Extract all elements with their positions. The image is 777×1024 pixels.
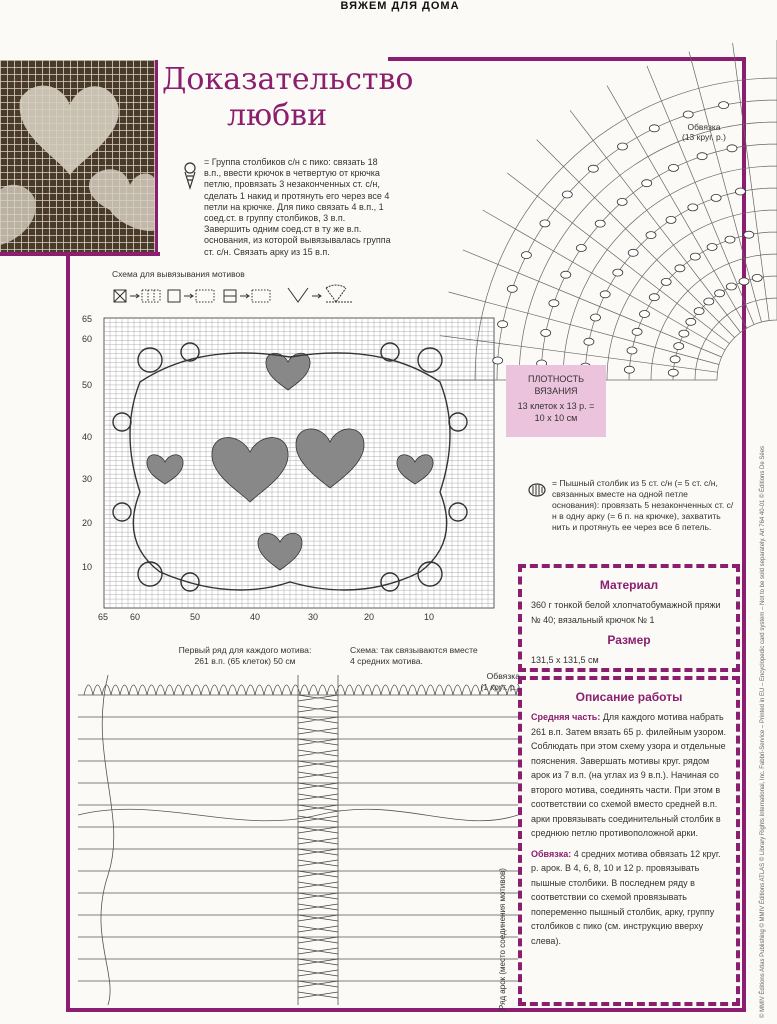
instructions-title: Описание работы — [575, 690, 683, 704]
puff-stitch-mark — [670, 356, 680, 363]
puff-stitch-mark — [666, 216, 676, 223]
size-title: Размер — [607, 633, 651, 647]
scheme-symbols-row — [112, 284, 372, 310]
pico-note-text: = Группа столбиков с/н с пико: связать 18 в.п., ввести крючок в четвертую от крючка петлю, провязать 3 незаконченных ст. с/н, сделать 1 накид и протянуть его через все 4 петли на крючке. Для пико связать 4 в.п., 1 соед.ст. в группу столбиков, 3 в.п. Завершить одним соед.ст в ту же в.п. основания, из которой вывязывалась группа ст. с/н. Связать арку из 15 в.п. — [204, 157, 391, 257]
x-tick-30: 30 — [308, 612, 319, 622]
x-tick-50: 50 — [190, 612, 201, 622]
edge-part-body: 4 средних мотива обвязать 12 круг. р. арок. В 4, 6, 8, 10 и 12 р. провязывать пышные столбики. В последнем ряду в соответствии со схемой провязывать попеременно пышный столбик, арку, группу столбиков с пико (см. инструкцию вверху слева). — [531, 848, 721, 946]
y-tick-30: 30 — [82, 474, 93, 484]
x-tick-60: 60 — [130, 612, 141, 622]
puff-stitch-mark — [498, 321, 508, 328]
material-box — [518, 564, 740, 672]
density-box — [506, 365, 606, 437]
edge-part-title: Обвязка: — [531, 848, 572, 859]
puff-stitch-mark — [715, 290, 725, 297]
puff-stitch-mark — [690, 253, 700, 260]
join-caption — [350, 645, 510, 667]
puff-stitch-mark — [725, 236, 735, 243]
puff-stitch-mark — [588, 165, 598, 172]
y-tick-20: 20 — [82, 518, 93, 528]
puff-stitch-mark — [735, 188, 745, 195]
puff-stitch-mark — [727, 145, 737, 152]
puff-stitch-mark — [661, 278, 671, 285]
y-tick-65: 65 — [82, 314, 93, 324]
edging-fan-diagram — [382, 0, 777, 405]
puff-stitch-mark — [707, 244, 717, 251]
middle-part-title: Средняя часть: — [531, 712, 601, 722]
page-header: ВЯЖЕМ ДЛЯ ДОМА — [340, 0, 460, 12]
puff-stitch-mark — [668, 369, 678, 376]
pico-symbol-icon — [180, 160, 200, 195]
puff-stitch-mark — [704, 298, 714, 305]
puff-stitch-mark — [674, 343, 684, 350]
y-tick-10: 10 — [82, 562, 93, 572]
scheme-caption: Схема для вывязывания мотивов — [112, 269, 245, 279]
puff-stitch-mark — [584, 338, 594, 345]
edging-label — [682, 122, 726, 142]
puff-stitch-mark — [649, 125, 659, 132]
middle-part-body: Для каждого мотива набрать 261 в.п. Затем вязать 65 р. филейным узором. Соблюдать при этом схему узора и отдельные пояснения. Завершать мотивы круг. рядом арок из 7 в.п. (на углах из 9 в.п.). Начиная со второго мотива, соединять части. При этом в соответствии со схемой вместо средней в.п. арки провязывать соединительный столбик в среднюю петлю противоположной арки. — [531, 712, 727, 838]
x-tick-20: 20 — [364, 612, 375, 622]
puff-stitch-mark — [744, 231, 754, 238]
y-tick-60: 60 — [82, 334, 93, 344]
arch-row-caption: Ряд арок (место соединения мотивов) — [498, 868, 507, 1010]
material-text: 360 г тонкой белой хлопчатобумажной пряжи № 40; вязальный крючок № 1 — [531, 600, 721, 625]
puff-stitch-mark — [541, 329, 551, 336]
puff-stitch-mark — [632, 328, 642, 335]
frame-photo-line — [0, 252, 160, 256]
puff-stitch-mark — [688, 204, 698, 211]
puff-stitch-mark — [591, 314, 601, 321]
copyright-text: © MMIV Éditions Atlas Publishing © MMIV Éditions ATLAS © Library Rights International, Inc. Fabbri-Service – Printed in EU – Encyclopedic card system – Not to be sold separately. Art 764 40-01 © Éditions De Sées — [760, 445, 766, 1018]
density-text-2: 10 х 10 см — [534, 413, 578, 423]
x-tick-40: 40 — [250, 612, 261, 622]
puff-stitch-mark — [683, 111, 693, 118]
puff-stitch-mark — [640, 311, 650, 318]
puff-stitch-mark — [561, 271, 571, 278]
puff-stitch-mark — [675, 265, 685, 272]
title-line-2: любви — [226, 98, 328, 133]
puff-stitch-mark — [521, 252, 531, 259]
puff-stitch-mark — [679, 330, 689, 337]
y-tick-40: 40 — [82, 432, 93, 442]
puff-stitch-mark — [507, 285, 517, 292]
lace-photo — [0, 60, 158, 252]
puff-stitch-mark — [686, 318, 696, 325]
edge2-label-line1: Обвязка — [486, 671, 520, 681]
middle-part-text — [522, 704, 736, 841]
puff-stitch-mark — [624, 366, 634, 373]
puff-stitch-mark — [646, 232, 656, 239]
puff-stitch-mark — [628, 249, 638, 256]
frame-left-line — [66, 254, 70, 1012]
puff-stitch-mark — [669, 164, 679, 171]
puff-stitch-mark — [549, 300, 559, 307]
puff-stitch-mark — [719, 102, 729, 109]
instructions-box — [518, 676, 740, 1006]
puff-stitch-mark — [752, 274, 762, 281]
puff-stitch-mark — [562, 191, 572, 198]
puff-stitch-mark — [617, 198, 627, 205]
edging-label-line2: (13 круг. р.) — [682, 132, 726, 142]
edging-label-line1: Обвязка — [687, 122, 721, 132]
puff-stitch-mark — [576, 245, 586, 252]
first-row-caption-line2: 261 в.п. (65 клеток) 50 см — [194, 656, 296, 666]
puff-stitch-mark — [739, 278, 749, 285]
first-row-caption — [160, 645, 330, 667]
density-text-1: 13 клеток х 13 р. = — [517, 401, 595, 411]
puff-stitch-mark — [600, 291, 610, 298]
edge2-label-line2: (1 круг. р.) — [480, 682, 520, 692]
puff-stitch-mark — [642, 180, 652, 187]
x-tick-65: 65 — [98, 612, 109, 622]
edge-part-text — [522, 841, 736, 949]
first-row-caption-line1: Первый ряд для каждого мотива: — [178, 645, 312, 655]
size-text: 131,5 х 131,5 см — [531, 655, 599, 665]
puff-stitch-mark — [694, 308, 704, 315]
title-line-1: Доказательство — [162, 62, 414, 97]
puff-stitch-mark — [627, 347, 637, 354]
join-caption-line1: Схема: так связываются вместе — [350, 645, 478, 655]
puff-stitch-mark — [618, 143, 628, 150]
join-caption-line2: 4 средних мотива. — [350, 656, 423, 666]
puff-stitch-mark — [540, 220, 550, 227]
puff-stitch-mark — [493, 357, 503, 364]
density-title: ПЛОТНОСТЬ ВЯЗАНИЯ — [528, 374, 584, 396]
y-tick-50: 50 — [82, 380, 93, 390]
puff-stitch-mark — [595, 220, 605, 227]
puff-stitch-icon — [527, 480, 547, 505]
puff-stitch-mark — [613, 269, 623, 276]
puff-stitch-mark — [711, 194, 721, 201]
puff-stitch-mark — [697, 153, 707, 160]
page-title — [162, 62, 414, 134]
puff-stitch-mark — [726, 283, 736, 290]
puff-note-text: = Пышный столбик из 5 ст. с/н (= 5 ст. с/н, связанных вместе на одной петле основания): провязать 5 незаконченных ст. с/н в одну арку (= 6 п. на крючке), захватить нить и протянуть ее через все 6 петель. — [552, 478, 734, 532]
x-tick-10: 10 — [424, 612, 435, 622]
material-title: Материал — [599, 578, 659, 592]
joining-diagram — [78, 675, 518, 1010]
puff-stitch-mark — [649, 294, 659, 301]
